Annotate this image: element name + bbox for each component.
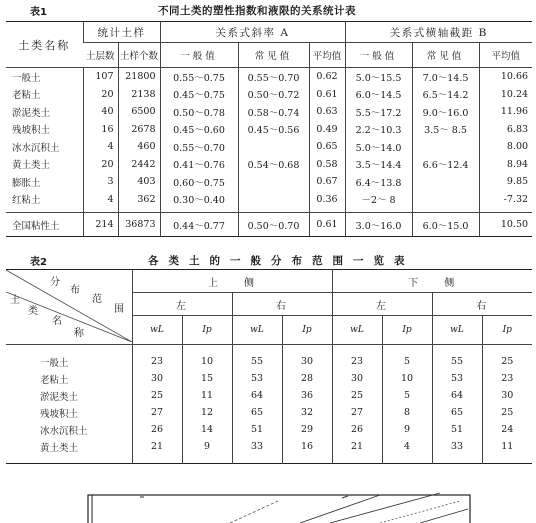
b-com-cell: 9.0～16.0: [412, 103, 479, 121]
layers-cell: 20: [83, 156, 118, 174]
b-gen-cell: 5.0～14.0: [345, 138, 412, 156]
corner-bu: 布: [70, 285, 82, 296]
header-int-avg: 平均值: [479, 43, 532, 68]
b-avg-cell: 10.50: [479, 213, 532, 237]
corner-header: [6, 270, 132, 345]
header-upper-left: 左: [132, 293, 232, 316]
value-cell: 25: [332, 387, 382, 404]
value-cell: 23: [332, 353, 382, 370]
value-cell: 64: [232, 387, 282, 404]
header-wl: wL: [432, 316, 482, 345]
table-row: [6, 370, 532, 387]
a-gen-cell: 0.55～0.70: [160, 138, 238, 156]
table-row: [6, 138, 532, 156]
spacer-cell: [332, 455, 382, 464]
value-cell: 30: [132, 370, 182, 387]
layers-cell: 4: [83, 138, 118, 156]
corner-wei: 围: [114, 304, 126, 315]
spacer-cell: [382, 455, 432, 464]
value-cell: 33: [432, 438, 482, 455]
soil-type-cell: 黄土类土: [12, 160, 51, 172]
layers-cell: 40: [83, 103, 118, 121]
a-com-cell: 0.54～0.68: [238, 156, 309, 174]
corner-cheng: 称: [74, 328, 86, 339]
value-cell: 32: [282, 404, 332, 421]
b-gen-cell: 2.2～10.3: [345, 121, 412, 139]
b-avg-cell: 10.66: [479, 68, 532, 86]
soil-type-cell: 老粘土: [12, 90, 41, 102]
value-cell: 36: [282, 387, 332, 404]
header-wl: wL: [232, 316, 282, 345]
samples-cell: 403: [118, 173, 160, 191]
spacer-cell: [482, 345, 532, 354]
value-cell: 25: [482, 353, 532, 370]
value-cell: 29: [282, 421, 332, 438]
value-cell: 25: [132, 387, 182, 404]
figure-line-2: [330, 493, 440, 523]
table2-number: 表2: [30, 257, 47, 268]
value-cell: 9: [182, 438, 232, 455]
spacer-cell: [432, 455, 482, 464]
value-cell: 26: [132, 421, 182, 438]
header-slope-common: 常见值: [238, 43, 309, 68]
value-cell: 5: [382, 353, 432, 370]
samples-cell: 21800: [118, 68, 160, 86]
samples-cell: 36873: [118, 213, 160, 237]
value-cell: 8: [382, 404, 432, 421]
value-cell: 65: [432, 404, 482, 421]
soil-type-cell: 一般土: [40, 357, 69, 369]
value-cell: 33: [232, 438, 282, 455]
samples-cell: 2138: [118, 86, 160, 104]
a-avg-cell: 0.65: [309, 138, 345, 156]
figure-line-4: [420, 509, 468, 523]
spacer-cell: [382, 345, 432, 354]
a-avg-cell: 0.67: [309, 173, 345, 191]
corner-fen: 分: [50, 277, 62, 288]
header-soil-type: 土类名称: [6, 22, 83, 68]
distribution-range-table: [6, 269, 532, 464]
a-avg-cell: 0.62: [309, 68, 345, 86]
value-cell: 11: [182, 387, 232, 404]
header-upper-right: 右: [232, 293, 332, 316]
header-wl: wL: [132, 316, 182, 345]
spacer-cell: [332, 345, 382, 354]
layers-cell: 20: [83, 86, 118, 104]
a-gen-cell: 0.55～0.75: [160, 68, 238, 86]
b-com-cell: [412, 173, 479, 191]
header-lower-left: 左: [332, 293, 432, 316]
table-row: [6, 86, 532, 104]
soil-type-cell: 冰水沉积土: [12, 142, 60, 154]
b-gen-cell: －2～ 8: [345, 191, 412, 209]
samples-cell: 460: [118, 138, 160, 156]
soil-type-cell: 残坡积土: [40, 408, 79, 420]
soil-type-cell: 黄土类土: [40, 442, 79, 454]
header-stats: 统计土样: [83, 22, 160, 43]
value-cell: 28: [282, 370, 332, 387]
b-com-cell: 7.0～14.5: [412, 68, 479, 86]
b-gen-cell: 5.0～15.5: [345, 68, 412, 86]
a-gen-cell: 0.30～0.40: [160, 191, 238, 209]
table-row: [6, 173, 532, 191]
plasticity-liquid-limit-table: [6, 21, 532, 237]
value-cell: 27: [132, 404, 182, 421]
b-avg-cell: 9.85: [479, 173, 532, 191]
a-avg-cell: 0.49: [309, 121, 345, 139]
value-cell: 53: [432, 370, 482, 387]
spacer-cell: [232, 455, 282, 464]
a-avg-cell: 0.61: [309, 213, 345, 237]
samples-cell: 362: [118, 191, 160, 209]
table-row: [6, 121, 532, 139]
table1-number: 表1: [30, 7, 47, 18]
soil-type-cell: 全国粘性土: [6, 213, 83, 237]
figure-frame: [88, 495, 470, 523]
header-slope: 关系式斜率 A: [160, 22, 345, 43]
table-row: [6, 421, 532, 438]
table-row: [6, 404, 532, 421]
b-avg-cell: 10.24: [479, 86, 532, 104]
samples-cell: 6500: [118, 103, 160, 121]
table-row: [6, 191, 532, 209]
value-cell: 9: [382, 421, 432, 438]
b-com-cell: 6.5～14.2: [412, 86, 479, 104]
b-avg-cell: 8.94: [479, 156, 532, 174]
spacer-cell: [182, 455, 232, 464]
spacer-row: [6, 345, 532, 354]
spacer-cell: [182, 345, 232, 354]
b-gen-cell: 3.5～14.4: [345, 156, 412, 174]
value-cell: 11: [482, 438, 532, 455]
a-avg-cell: 0.63: [309, 103, 345, 121]
table-row: [6, 438, 532, 455]
samples-cell: 2678: [118, 121, 160, 139]
b-avg-cell: -7.32: [479, 191, 532, 209]
header-samples: 土样个数: [118, 43, 160, 68]
soil-type-cell: 一般土: [12, 72, 41, 84]
value-cell: 30: [282, 353, 332, 370]
value-cell: 65: [232, 404, 282, 421]
spacer-cell: [232, 345, 282, 354]
value-cell: 53: [232, 370, 282, 387]
a-gen-cell: 0.41～0.76: [160, 156, 238, 174]
value-cell: 12: [182, 404, 232, 421]
b-gen-cell: 6.4～13.8: [345, 173, 412, 191]
a-com-cell: 0.58～0.74: [238, 103, 309, 121]
spacer-cell: [282, 455, 332, 464]
b-com-cell: [412, 138, 479, 156]
b-avg-cell: 11.96: [479, 103, 532, 121]
b-gen-cell: 5.5～17.2: [345, 103, 412, 121]
value-cell: 14: [182, 421, 232, 438]
value-cell: 10: [182, 353, 232, 370]
spacer-cell: [6, 455, 132, 464]
header-lower-side: 下 侧: [332, 270, 532, 293]
value-cell: 4: [382, 438, 432, 455]
partial-figure: [80, 487, 478, 523]
header-int-general: 一般值: [345, 43, 412, 68]
header-slope-general: 一般值: [160, 43, 238, 68]
soil-type-cell: 冰水沉积土: [40, 425, 88, 437]
a-com-cell: 0.45～0.56: [238, 121, 309, 139]
value-cell: 23: [482, 370, 532, 387]
header-layers: 土层数: [83, 43, 118, 68]
corner-lei: 类: [28, 306, 40, 317]
corner-ming: 名: [52, 316, 64, 327]
spacer-cell: [432, 345, 482, 354]
a-com-cell: 0.55～0.70: [238, 68, 309, 86]
table-row: [6, 387, 532, 404]
a-gen-cell: 0.45～0.60: [160, 121, 238, 139]
layers-cell: 4: [83, 191, 118, 209]
table-row: [6, 353, 532, 370]
figure-line-1: [300, 495, 380, 523]
value-cell: 27: [332, 404, 382, 421]
b-com-cell: 6.0～15.0: [412, 213, 479, 237]
b-avg-cell: 6.83: [479, 121, 532, 139]
soil-type-cell: 红粘土: [12, 195, 41, 207]
a-com-cell: 0.50～0.72: [238, 86, 309, 104]
a-com-cell: [238, 191, 309, 209]
a-com-cell: [238, 138, 309, 156]
b-gen-cell: 6.0～14.5: [345, 86, 412, 104]
figure-line-dashed: [230, 501, 278, 523]
spacer-cell: [482, 455, 532, 464]
a-com-cell: 0.50～0.70: [238, 213, 309, 237]
figure-line-3: [380, 501, 460, 523]
value-cell: 15: [182, 370, 232, 387]
header-wl: wL: [332, 316, 382, 345]
soil-type-cell: 淤泥类土: [12, 107, 51, 119]
value-cell: 25: [482, 404, 532, 421]
header-ip: Ip: [382, 316, 432, 345]
a-avg-cell: 0.58: [309, 156, 345, 174]
header-lower-right: 右: [432, 293, 532, 316]
b-com-cell: 6.6～12.4: [412, 156, 479, 174]
header-ip: Ip: [482, 316, 532, 345]
soil-type-cell: 淤泥类土: [40, 391, 79, 403]
table-row: [6, 156, 532, 174]
total-row: [6, 213, 532, 237]
value-cell: 23: [132, 353, 182, 370]
b-com-cell: [412, 191, 479, 209]
value-cell: 16: [282, 438, 332, 455]
value-cell: 5: [382, 387, 432, 404]
layers-cell: 214: [83, 213, 118, 237]
layers-cell: 3: [83, 173, 118, 191]
header-upper-side: 上 侧: [132, 270, 332, 293]
value-cell: 26: [332, 421, 382, 438]
table-row: [6, 103, 532, 121]
b-com-cell: 3.5～ 8.5: [412, 121, 479, 139]
header-int-common: 常见值: [412, 43, 479, 68]
value-cell: 24: [482, 421, 532, 438]
a-gen-cell: 0.45～0.75: [160, 86, 238, 104]
a-com-cell: [238, 173, 309, 191]
value-cell: 64: [432, 387, 482, 404]
header-slope-avg: 平均值: [309, 43, 345, 68]
spacer-cell: [132, 455, 182, 464]
a-gen-cell: 0.60～0.75: [160, 173, 238, 191]
a-avg-cell: 0.36: [309, 191, 345, 209]
header-intercept: 关系式横轴截距 B: [345, 22, 532, 43]
header-ip: Ip: [282, 316, 332, 345]
a-gen-cell: 0.44～0.77: [160, 213, 238, 237]
b-avg-cell: 8.00: [479, 138, 532, 156]
value-cell: 10: [382, 370, 432, 387]
corner-fan: 范: [92, 294, 104, 305]
a-gen-cell: 0.50～0.78: [160, 103, 238, 121]
spacer-cell: [6, 345, 132, 354]
value-cell: 30: [482, 387, 532, 404]
soil-type-cell: 老粘土: [40, 374, 69, 386]
figure-mark: [342, 496, 348, 498]
soil-type-cell: 膨胀土: [12, 177, 41, 189]
spacer-row: [6, 455, 532, 464]
header-ip: Ip: [182, 316, 232, 345]
samples-cell: 2442: [118, 156, 160, 174]
value-cell: 55: [232, 353, 282, 370]
table-row: [6, 68, 532, 86]
spacer-cell: [132, 345, 182, 354]
spacer-cell: [282, 345, 332, 354]
value-cell: 21: [332, 438, 382, 455]
layers-cell: 16: [83, 121, 118, 139]
a-avg-cell: 0.61: [309, 86, 345, 104]
value-cell: 21: [132, 438, 182, 455]
soil-type-cell: 残坡积土: [12, 125, 51, 137]
value-cell: 30: [332, 370, 382, 387]
value-cell: 55: [432, 353, 482, 370]
table1-title: 不同土类的塑性指数和液限的关系统计表: [158, 5, 356, 17]
b-gen-cell: 3.0～16.0: [345, 213, 412, 237]
value-cell: 51: [432, 421, 482, 438]
value-cell: 51: [232, 421, 282, 438]
layers-cell: 107: [83, 68, 118, 86]
corner-tu: 土: [10, 295, 22, 306]
table2-title: 各类土的一般分布范围一览表: [148, 255, 415, 267]
